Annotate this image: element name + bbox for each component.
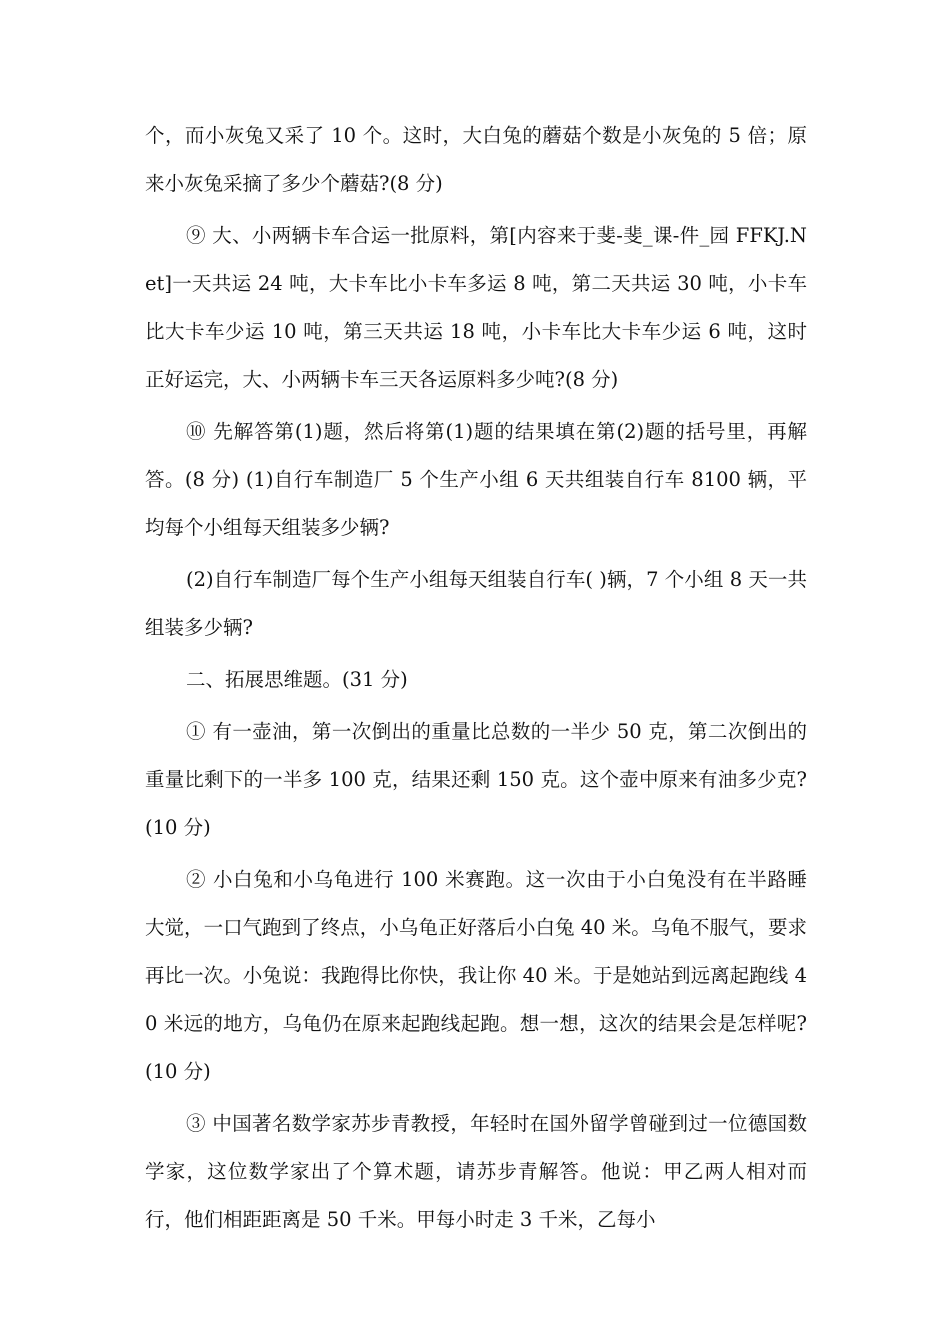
paragraph-extension-1: ① 有一壶油，第一次倒出的重量比总数的一半少 50 克，第二次倒出的重量比剩下的一半多 100 克，结果还剩 150 克。这个壶中原来有油多少克?(10 分) (145, 720, 807, 839)
paragraph-question-9: ⑨ 大、小两辆卡车合运一批原料，第[内容来于斐-斐_课-件_园 FFKJ.Net]一天共运 24 吨，大卡车比小卡车多运 8 吨，第二天共运 30 吨，小卡车比大卡车少运 10 吨，第三天共运 18 吨，小卡车比大卡车少运 6 吨，这时正好运完，大、小两辆卡车三天各运原料多少吨?(8 分) (145, 224, 807, 391)
paragraph-question-10: ⑩ 先解答第(1)题，然后将第(1)题的结果填在第(2)题的括号里，再解答。(8 分) (1)自行车制造厂 5 个生产小组 6 天共组装自行车 8100 辆，平均每个小组每天组装多少辆? (145, 420, 807, 539)
paragraph-extension-2: ② 小白兔和小乌龟进行 100 米赛跑。这一次由于小白兔没有在半路睡大觉，一口气跑到了终点，小乌龟正好落后小白兔 40 米。乌龟不服气，要求再比一次。小兔说：我跑得比你快，我让你 40 米。于是她站到远离起跑线 40 米远的地方，乌龟仍在原来起跑线起跑。想一想，这次的结果会是怎样呢?(10 分) (145, 868, 807, 1083)
section-heading-extension: 二、拓展思维题。(31 分) (186, 668, 408, 691)
paragraph-1: 个，而小灰兔又采了 10 个。这时，大白兔的蘑菇个数是小灰兔的 5 倍；原来小灰兔采摘了多少个蘑菇?(8 分) (145, 124, 807, 195)
paragraph-question-10-part-2: (2)自行车制造厂每个生产小组每天组装自行车( )辆，7 个小组 8 天一共组装多少辆? (145, 568, 807, 639)
document-page (145, 112, 807, 1248)
paragraph-extension-3: ③ 中国著名数学家苏步青教授，年轻时在国外留学曾碰到过一位德国数学家，这位数学家出了个算术题，请苏步青解答。他说：甲乙两人相对而行，他们相距距离是 50 千米。甲每小时走 3 千米，乙每小 (145, 1112, 807, 1231)
